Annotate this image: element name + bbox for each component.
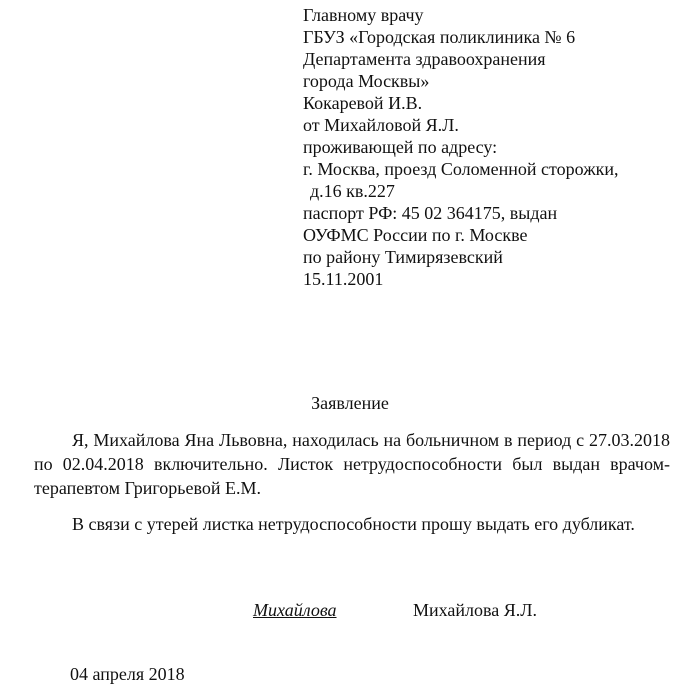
- body-paragraph: В связи с утерей листка нетрудоспособности прошу выдать его дубликат.: [72, 514, 635, 534]
- addressee-line: 15.11.2001: [303, 269, 384, 289]
- addressee-block: [303, 4, 693, 290]
- addressee-line: паспорт РФ: 45 02 364175, выдан: [303, 203, 558, 223]
- body-paragraph: Я, Михайлова Яна Львовна, находилась на больничном в период с 27.03.2018 по 02.04.2018 включительно. Листок нетрудоспособности был выдан врачом-терапевтом Григорьевой Е.М.: [34, 430, 670, 498]
- addressee-line: ГБУЗ «Городская поликлиника № 6: [303, 27, 576, 47]
- addressee-line: г. Москва, проезд Соломенной сторожки,: [303, 159, 619, 179]
- handwritten-signature: Михайлова: [253, 600, 337, 620]
- addressee-line: по району Тимирязевский: [303, 247, 503, 267]
- addressee-line: города Москвы»: [303, 71, 430, 91]
- addressee-line: Кокаревой И.В.: [303, 93, 423, 113]
- addressee-line: Главному врачу: [303, 5, 424, 25]
- addressee-line: Департамента здравоохранения: [303, 49, 546, 69]
- document-date: 04 апреля 2018: [70, 664, 185, 684]
- addressee-line: д.16 кв.227: [310, 181, 395, 201]
- signatory-name: Михайлова Я.Л.: [413, 600, 537, 620]
- document-title: Заявление: [311, 393, 389, 413]
- addressee-line: от Михайловой Я.Л.: [303, 115, 459, 135]
- addressee-line: проживающей по адресу:: [303, 137, 498, 157]
- addressee-line: ОУФМС России по г. Москве: [303, 225, 528, 245]
